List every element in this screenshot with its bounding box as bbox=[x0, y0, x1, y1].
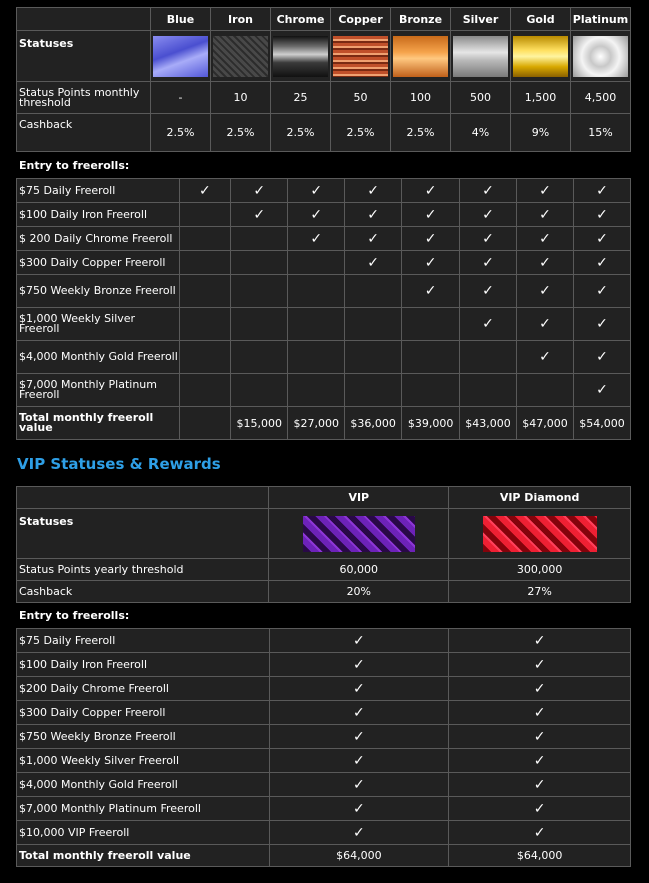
total-value: $36,000 bbox=[345, 407, 402, 440]
col-platinum: Platinum bbox=[571, 8, 631, 31]
cashback-value: 15% bbox=[571, 114, 631, 152]
cashback-value: 9% bbox=[511, 114, 571, 152]
empty-cell bbox=[288, 308, 345, 341]
check-icon: ✓ bbox=[517, 251, 574, 275]
check-icon: ✓ bbox=[269, 773, 449, 797]
freeroll-row bbox=[17, 203, 631, 227]
vip-freeroll-label: $750 Weekly Bronze Freeroll bbox=[17, 725, 270, 749]
vip-freeroll-label: $100 Daily Iron Freeroll bbox=[17, 653, 270, 677]
check-icon: ✓ bbox=[269, 797, 449, 821]
check-icon: ✓ bbox=[460, 203, 517, 227]
check-icon: ✓ bbox=[460, 308, 517, 341]
freeroll-label: $100 Daily Iron Freeroll bbox=[17, 203, 180, 227]
cashback-value: 2.5% bbox=[211, 114, 271, 152]
vip-diamond-swatch bbox=[483, 516, 597, 552]
check-icon: ✓ bbox=[449, 773, 631, 797]
vip-freeroll-row bbox=[17, 821, 631, 845]
check-icon: ✓ bbox=[288, 227, 345, 251]
empty-cell bbox=[402, 341, 460, 374]
gold-swatch bbox=[513, 36, 568, 77]
freerolls-table bbox=[16, 178, 631, 440]
empty-cell bbox=[231, 275, 288, 308]
vip-freeroll-label: $300 Daily Copper Freeroll bbox=[17, 701, 270, 725]
check-icon: ✓ bbox=[269, 725, 449, 749]
vip-heading: VIP Statuses & Rewards bbox=[17, 455, 221, 473]
vip-freeroll-label: $7,000 Monthly Platinum Freeroll bbox=[17, 797, 270, 821]
col-blue: Blue bbox=[151, 8, 211, 31]
chrome-swatch bbox=[273, 36, 328, 77]
check-icon: ✓ bbox=[460, 251, 517, 275]
freeroll-label: $300 Daily Copper Freeroll bbox=[17, 251, 180, 275]
empty-cell bbox=[345, 341, 402, 374]
freeroll-label: $4,000 Monthly Gold Freeroll bbox=[17, 341, 180, 374]
freeroll-label: $750 Weekly Bronze Freeroll bbox=[17, 275, 180, 308]
empty-cell bbox=[460, 341, 517, 374]
points-value: 10 bbox=[211, 82, 271, 114]
vip-points-row bbox=[17, 559, 631, 581]
vip-total-value: $64,000 bbox=[449, 845, 631, 867]
freeroll-row bbox=[17, 251, 631, 275]
empty-cell bbox=[288, 275, 345, 308]
col-gold: Gold bbox=[511, 8, 571, 31]
empty-cell bbox=[179, 275, 231, 308]
check-icon: ✓ bbox=[402, 203, 460, 227]
empty-cell bbox=[179, 374, 231, 407]
points-value: 4,500 bbox=[571, 82, 631, 114]
vip-freeroll-label: $4,000 Monthly Gold Freeroll bbox=[17, 773, 270, 797]
check-icon: ✓ bbox=[517, 179, 574, 203]
total-value bbox=[179, 407, 231, 440]
status-table bbox=[16, 7, 631, 152]
cashback-row bbox=[17, 114, 631, 152]
vip-total-label: Total monthly freeroll value bbox=[17, 845, 270, 867]
check-icon: ✓ bbox=[573, 251, 630, 275]
check-icon: ✓ bbox=[573, 179, 630, 203]
empty-cell bbox=[179, 308, 231, 341]
vip-freerolls-title: Entry to freerolls: bbox=[19, 609, 130, 622]
vip-points-value: 60,000 bbox=[269, 559, 449, 581]
cashback-value: 2.5% bbox=[151, 114, 211, 152]
check-icon: ✓ bbox=[573, 341, 630, 374]
empty-cell bbox=[288, 341, 345, 374]
freeroll-label: $ 200 Daily Chrome Freeroll bbox=[17, 227, 180, 251]
col-iron: Iron bbox=[211, 8, 271, 31]
check-icon: ✓ bbox=[231, 203, 288, 227]
vip-freeroll-row bbox=[17, 653, 631, 677]
empty-cell bbox=[402, 308, 460, 341]
vip-freeroll-label: $200 Daily Chrome Freeroll bbox=[17, 677, 270, 701]
check-icon: ✓ bbox=[402, 179, 460, 203]
empty-cell bbox=[231, 251, 288, 275]
vip-total-value: $64,000 bbox=[269, 845, 449, 867]
cashback-value: 4% bbox=[451, 114, 511, 152]
copper-swatch bbox=[333, 36, 388, 77]
vip-swatch bbox=[303, 516, 415, 552]
empty-cell bbox=[231, 374, 288, 407]
empty-cell bbox=[231, 341, 288, 374]
total-value: $39,000 bbox=[402, 407, 460, 440]
check-icon: ✓ bbox=[573, 227, 630, 251]
check-icon: ✓ bbox=[345, 251, 402, 275]
empty-cell bbox=[460, 374, 517, 407]
freerolls-title: Entry to freerolls: bbox=[19, 159, 130, 172]
check-icon: ✓ bbox=[269, 677, 449, 701]
vip-statuses-row bbox=[17, 509, 631, 559]
vip-header-row bbox=[17, 487, 631, 509]
check-icon: ✓ bbox=[345, 203, 402, 227]
vip-freeroll-row bbox=[17, 701, 631, 725]
empty-cell bbox=[179, 203, 231, 227]
check-icon: ✓ bbox=[460, 179, 517, 203]
vip-cashback-row bbox=[17, 581, 631, 603]
check-icon: ✓ bbox=[517, 275, 574, 308]
freeroll-label: $1,000 Weekly Silver Freeroll bbox=[17, 308, 180, 341]
check-icon: ✓ bbox=[449, 725, 631, 749]
vip-freerolls-table bbox=[16, 628, 631, 867]
check-icon: ✓ bbox=[573, 203, 630, 227]
check-icon: ✓ bbox=[179, 179, 231, 203]
platinum-swatch bbox=[573, 36, 628, 77]
points-label: Status Points monthly threshold bbox=[17, 82, 151, 114]
check-icon: ✓ bbox=[345, 227, 402, 251]
col-bronze: Bronze bbox=[391, 8, 451, 31]
blue-swatch bbox=[153, 36, 208, 77]
empty-cell bbox=[179, 251, 231, 275]
iron-swatch bbox=[213, 36, 268, 77]
vip-freeroll-row bbox=[17, 725, 631, 749]
check-icon: ✓ bbox=[449, 821, 631, 845]
check-icon: ✓ bbox=[449, 701, 631, 725]
col-copper: Copper bbox=[331, 8, 391, 31]
freeroll-row bbox=[17, 227, 631, 251]
points-value: 500 bbox=[451, 82, 511, 114]
check-icon: ✓ bbox=[449, 677, 631, 701]
freeroll-label: $7,000 Monthly Platinum Freeroll bbox=[17, 374, 180, 407]
vip-points-value: 300,000 bbox=[449, 559, 631, 581]
check-icon: ✓ bbox=[269, 749, 449, 773]
points-value: 1,500 bbox=[511, 82, 571, 114]
vip-freeroll-row bbox=[17, 749, 631, 773]
check-icon: ✓ bbox=[345, 179, 402, 203]
vip-freeroll-row bbox=[17, 629, 631, 653]
check-icon: ✓ bbox=[288, 179, 345, 203]
check-icon: ✓ bbox=[269, 629, 449, 653]
bronze-swatch bbox=[393, 36, 448, 77]
vip-corner-cell bbox=[17, 487, 269, 509]
statuses-label: Statuses bbox=[17, 31, 151, 82]
total-label: Total monthly freeroll value bbox=[17, 407, 180, 440]
check-icon: ✓ bbox=[269, 701, 449, 725]
vip-freeroll-row bbox=[17, 677, 631, 701]
check-icon: ✓ bbox=[517, 308, 574, 341]
corner-cell bbox=[17, 8, 151, 31]
freeroll-row bbox=[17, 179, 631, 203]
col-chrome: Chrome bbox=[271, 8, 331, 31]
check-icon: ✓ bbox=[573, 374, 630, 407]
points-value: 50 bbox=[331, 82, 391, 114]
check-icon: ✓ bbox=[449, 749, 631, 773]
cashback-value: 2.5% bbox=[271, 114, 331, 152]
vip-freeroll-label: $10,000 VIP Freeroll bbox=[17, 821, 270, 845]
vip-points-label: Status Points yearly threshold bbox=[17, 559, 269, 581]
empty-cell bbox=[231, 227, 288, 251]
check-icon: ✓ bbox=[288, 203, 345, 227]
check-icon: ✓ bbox=[269, 653, 449, 677]
total-value: $27,000 bbox=[288, 407, 345, 440]
vip-total-row bbox=[17, 845, 631, 867]
vip-statuses-label: Statuses bbox=[17, 509, 269, 559]
check-icon: ✓ bbox=[460, 227, 517, 251]
vip-cashback-value: 27% bbox=[449, 581, 631, 603]
check-icon: ✓ bbox=[517, 203, 574, 227]
check-icon: ✓ bbox=[231, 179, 288, 203]
empty-cell bbox=[517, 374, 574, 407]
points-row bbox=[17, 82, 631, 114]
freeroll-row bbox=[17, 374, 631, 407]
col-silver: Silver bbox=[451, 8, 511, 31]
freeroll-row bbox=[17, 341, 631, 374]
cashback-value: 2.5% bbox=[391, 114, 451, 152]
cashback-value: 2.5% bbox=[331, 114, 391, 152]
empty-cell bbox=[288, 251, 345, 275]
total-value: $43,000 bbox=[460, 407, 517, 440]
total-value: $54,000 bbox=[573, 407, 630, 440]
statuses-row bbox=[17, 31, 631, 82]
status-header-row bbox=[17, 8, 631, 31]
freeroll-total-row bbox=[17, 407, 631, 440]
vip-freeroll-label: $75 Daily Freeroll bbox=[17, 629, 270, 653]
check-icon: ✓ bbox=[449, 797, 631, 821]
empty-cell bbox=[179, 227, 231, 251]
freeroll-row bbox=[17, 275, 631, 308]
points-value: 25 bbox=[271, 82, 331, 114]
vip-cashback-value: 20% bbox=[269, 581, 449, 603]
vip-freeroll-row bbox=[17, 773, 631, 797]
empty-cell bbox=[345, 275, 402, 308]
vip-freeroll-label: $1,000 Weekly Silver Freeroll bbox=[17, 749, 270, 773]
points-value: 100 bbox=[391, 82, 451, 114]
check-icon: ✓ bbox=[573, 308, 630, 341]
empty-cell bbox=[402, 374, 460, 407]
check-icon: ✓ bbox=[402, 227, 460, 251]
check-icon: ✓ bbox=[402, 275, 460, 308]
col-vip-diamond: VIP Diamond bbox=[449, 487, 631, 509]
empty-cell bbox=[231, 308, 288, 341]
freeroll-row bbox=[17, 308, 631, 341]
vip-cashback-label: Cashback bbox=[17, 581, 269, 603]
check-icon: ✓ bbox=[460, 275, 517, 308]
total-value: $15,000 bbox=[231, 407, 288, 440]
freeroll-label: $75 Daily Freeroll bbox=[17, 179, 180, 203]
check-icon: ✓ bbox=[517, 227, 574, 251]
empty-cell bbox=[345, 374, 402, 407]
total-value: $47,000 bbox=[517, 407, 574, 440]
check-icon: ✓ bbox=[517, 341, 574, 374]
empty-cell bbox=[288, 374, 345, 407]
check-icon: ✓ bbox=[573, 275, 630, 308]
vip-status-table bbox=[16, 486, 631, 603]
check-icon: ✓ bbox=[269, 821, 449, 845]
cashback-label: Cashback bbox=[17, 114, 151, 152]
points-value: - bbox=[151, 82, 211, 114]
check-icon: ✓ bbox=[449, 629, 631, 653]
empty-cell bbox=[179, 341, 231, 374]
col-vip: VIP bbox=[269, 487, 449, 509]
silver-swatch bbox=[453, 36, 508, 77]
vip-freeroll-row bbox=[17, 797, 631, 821]
check-icon: ✓ bbox=[449, 653, 631, 677]
empty-cell bbox=[345, 308, 402, 341]
check-icon: ✓ bbox=[402, 251, 460, 275]
